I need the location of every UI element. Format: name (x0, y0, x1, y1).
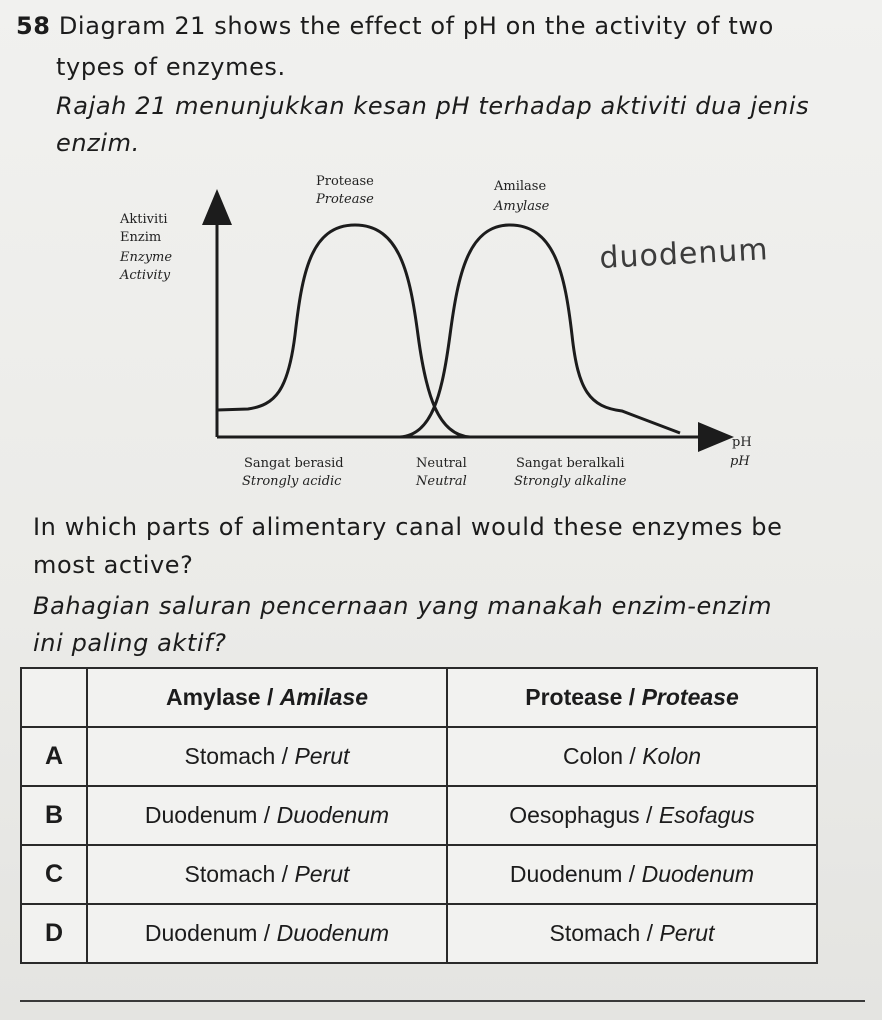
cell-my: Duodenum (276, 920, 390, 946)
question-text-my-1: Rajah 21 menunjukkan kesan pH terhadap aktiviti dua jenis (56, 92, 810, 120)
protease-label-italic: Protease (316, 192, 374, 207)
option-protease-cell: Stomach / Perut (447, 904, 817, 963)
question-text-en-2: types of enzymes. (56, 53, 286, 81)
option-letter[interactable]: D (21, 904, 87, 963)
cell-en: Duodenum (144, 920, 258, 946)
cell-my: Kolon (642, 743, 702, 769)
protease-curve (217, 225, 470, 437)
option-row-d[interactable] (21, 904, 817, 963)
enzyme-ph-diagram (100, 165, 800, 505)
answer-options-table (20, 667, 818, 964)
cell-my: Duodenum (276, 802, 390, 828)
y-axis-label-italic-line-1: Enzyme (120, 250, 173, 265)
marker-strongly-alkaline-italic: Strongly alkaline (514, 474, 627, 489)
marker-neutral-italic: Neutral (416, 474, 467, 489)
table-header-corner (21, 668, 87, 727)
y-axis-label-italic-line-2: Activity (120, 268, 171, 283)
marker-neutral: Neutral (416, 456, 467, 471)
cell-en: Colon (562, 743, 624, 769)
option-letter[interactable]: A (21, 727, 87, 786)
marker-strongly-acidic: Sangat berasid (244, 456, 344, 471)
option-letter[interactable]: C (21, 845, 87, 904)
option-amylase-cell: Duodenum / Duodenum (87, 786, 447, 845)
x-axis-label-italic: pH (730, 454, 750, 469)
cell-en: Stomach (184, 743, 276, 769)
cell-my: Duodenum (641, 861, 755, 887)
cell-my: Perut (294, 743, 350, 769)
question-text-my-2: enzim. (56, 129, 140, 157)
question-text-en-1: Diagram 21 shows the effect of pH on the activity of two (58, 12, 774, 40)
option-letter[interactable]: B (21, 786, 87, 845)
cell-my: Esofagus (658, 802, 755, 828)
prompt-text-en-2: most active? (33, 551, 194, 579)
amylase-label: Amilase (494, 179, 547, 194)
prompt-text-my-1: Bahagian saluran pencernaan yang manakah enzim-enzim (33, 592, 773, 620)
option-amylase-cell: Stomach / Perut (87, 727, 447, 786)
bottom-divider (20, 1000, 865, 1002)
option-row-a[interactable] (21, 727, 817, 786)
cell-en: Stomach (184, 861, 276, 887)
protease-label: Protease (316, 174, 374, 189)
question-line-1 (16, 14, 774, 38)
option-protease-cell: Oesophagus / Esofagus (447, 786, 817, 845)
marker-strongly-acidic-italic: Strongly acidic (242, 474, 342, 489)
cell-en: Duodenum (509, 861, 623, 887)
prompt-text-my-2: ini paling aktif? (33, 629, 227, 657)
header-protease-en: Protease (525, 684, 623, 710)
question-number: 58 (16, 12, 51, 40)
cell-my: Perut (294, 861, 350, 887)
prompt-text-en-1: In which parts of alimentary canal would these enzymes be (33, 513, 783, 541)
cell-en: Duodenum (144, 802, 258, 828)
header-protease-my: Protease (641, 684, 739, 710)
y-axis-label-line-2: Enzim (120, 230, 162, 245)
table-header-protease: Protease / Protease (447, 668, 817, 727)
option-row-b[interactable] (21, 786, 817, 845)
cell-en: Oesophagus (509, 802, 640, 828)
x-axis-label: pH (732, 435, 752, 450)
option-amylase-cell: Stomach / Perut (87, 845, 447, 904)
marker-strongly-alkaline: Sangat beralkali (516, 456, 625, 471)
cell-my: Perut (659, 920, 715, 946)
y-axis-label-line-1: Aktiviti (120, 212, 168, 227)
handwritten-note: duodenum (598, 232, 770, 276)
header-amylase-en: Amylase (165, 684, 261, 710)
option-protease-cell: Colon / Kolon (447, 727, 817, 786)
option-row-c[interactable] (21, 845, 817, 904)
table-header-amylase: Amylase / Amilase (87, 668, 447, 727)
option-protease-cell: Duodenum / Duodenum (447, 845, 817, 904)
table-header-row (21, 668, 817, 727)
option-amylase-cell: Duodenum / Duodenum (87, 904, 447, 963)
amylase-label-italic: Amylase (494, 199, 550, 214)
cell-en: Stomach (549, 920, 641, 946)
header-amylase-my: Amilase (279, 684, 368, 710)
